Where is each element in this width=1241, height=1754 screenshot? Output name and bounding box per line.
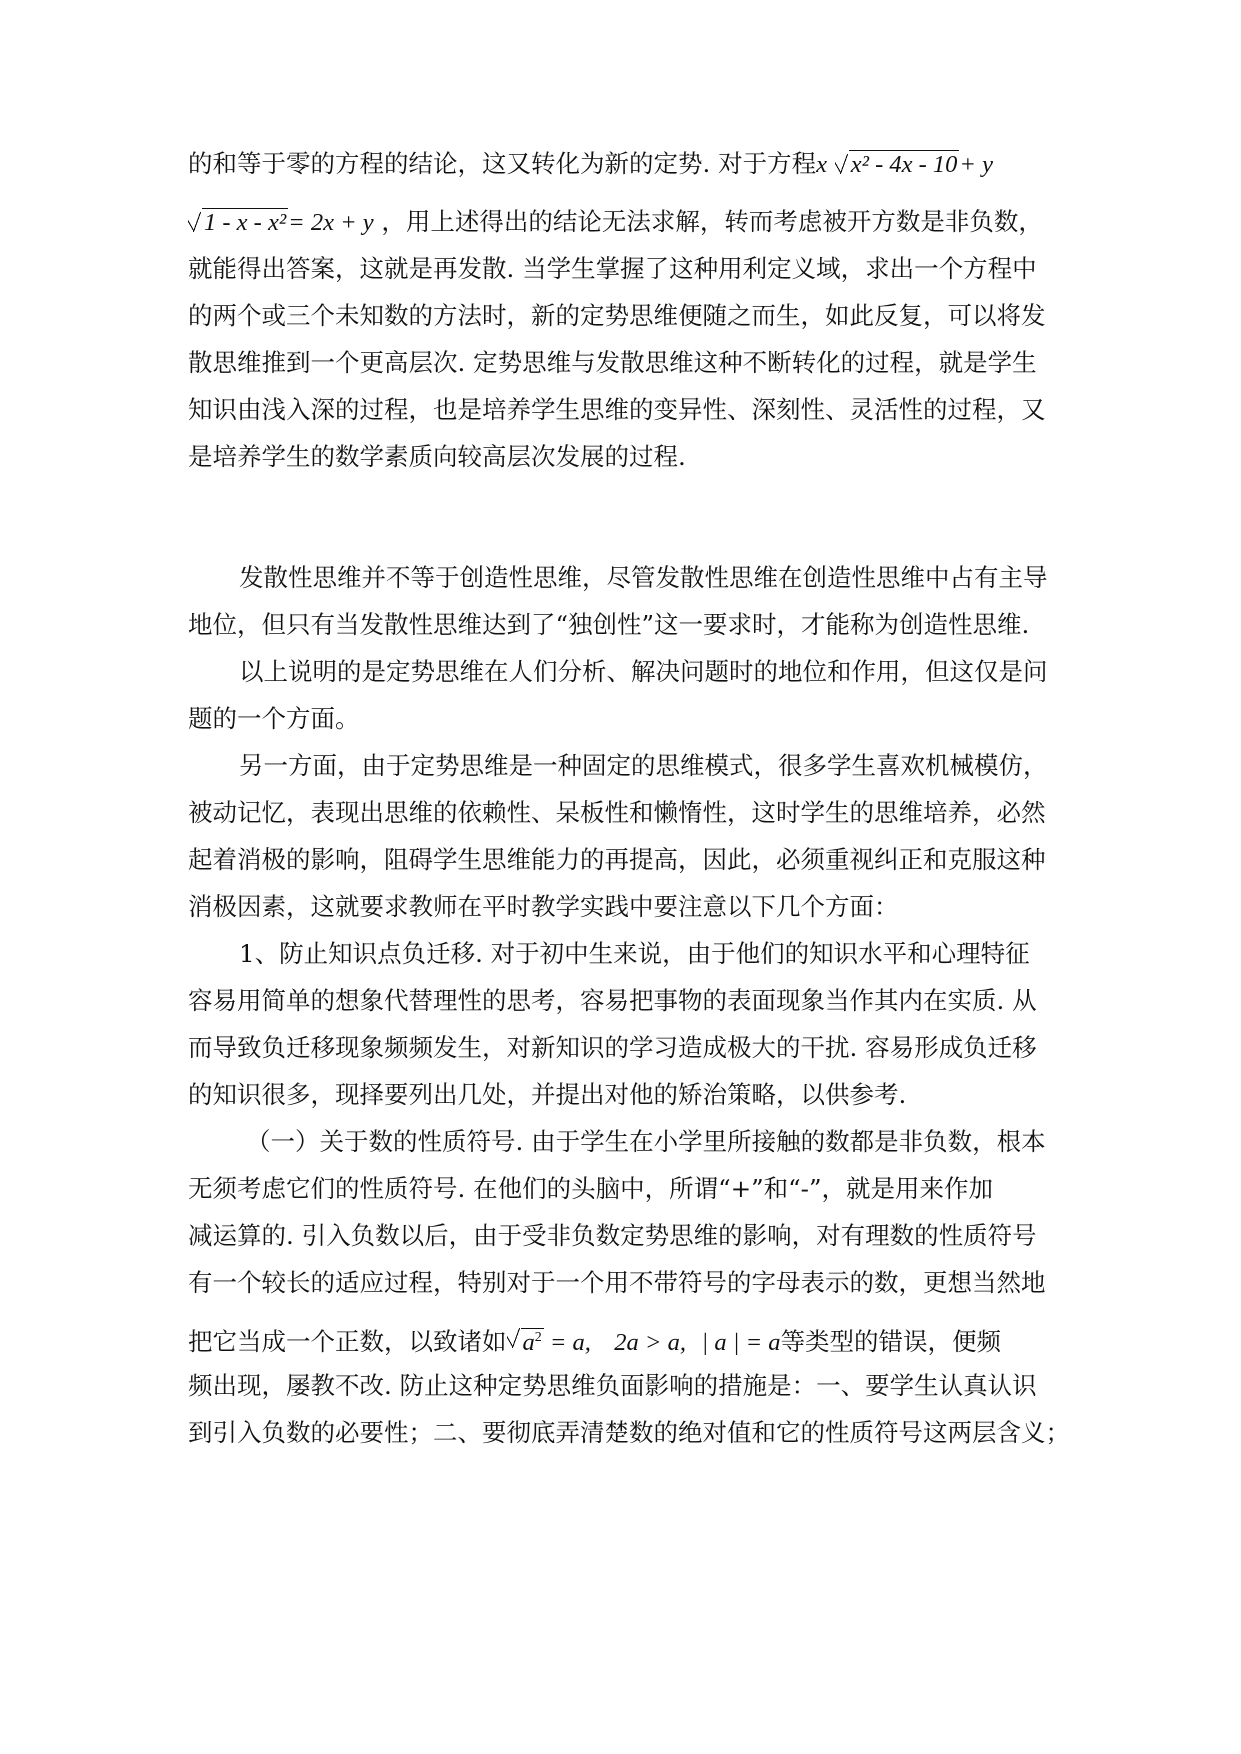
- paragraph-line: 而导致负迁移现象频频发生，对新知识的学习造成极大的干扰. 容易形成负迁移: [188, 1033, 1037, 1062]
- math-term: = a,: [543, 1329, 591, 1357]
- text-run: 把它当成一个正数，以致诸如: [188, 1327, 507, 1357]
- paragraph-line: 地位，但只有当发散性思维达到了“独创性”这一要求时，才能称为创造性思维.: [188, 610, 1030, 639]
- math-variable: x: [816, 151, 827, 178]
- math-term: | a | = a: [701, 1329, 781, 1357]
- radicand: $a^2$: [522, 1329, 542, 1357]
- text-run: ，用上述得出的结论无法求解，转而考虑被开方数是非负数，: [381, 207, 1043, 236]
- paragraph-line: 无须考虑它们的性质符号. 在他们的头脑中，所谓“+”和“-”，就是用来作加: [188, 1174, 993, 1203]
- paragraph-line: 散思维推到一个更高层次. 定势思维与发散思维这种不断转化的过程，就是学生: [188, 348, 1037, 377]
- paragraph-line: 以上说明的是定势思维在人们分析、解决问题时的地位和作用，但这仅是问: [239, 657, 1048, 686]
- paragraph-line: 被动记忆，表现出思维的依赖性、呆板性和懒惰性，这时学生的思维培养，必然: [188, 798, 1046, 827]
- text-run: 等类型的错误，便频: [780, 1327, 1002, 1357]
- paragraph-line: [188, 198, 1053, 247]
- sqrt-expression: [835, 140, 960, 189]
- paragraph-line: 起着消极的影响，阻碍学生思维能力的再提高，因此，必须重视纠正和克服这种: [188, 845, 1046, 874]
- paragraph-line: 题的一个方面。: [188, 704, 360, 733]
- radicand-base: a: [522, 1329, 535, 1357]
- radicand: 1 - x - x²: [204, 209, 287, 236]
- paragraph-line: 知识由浅入深的过程，也是培养学生思维的变异性、深刻性、灵活性的过程，又: [188, 395, 1046, 424]
- math-term: + y: [959, 151, 993, 178]
- text-run: 的和等于零的方程的结论，这又转化为新的定势. 对于方程: [188, 149, 817, 178]
- paragraph-line: 减运算的. 引入负数以后，由于受非负数定势思维的影响，对有理数的性质符号: [188, 1221, 1037, 1250]
- paragraph-line: 是培养学生的数学素质向较高层次发展的过程.: [188, 442, 686, 471]
- paragraph-line: 就能得出答案，这就是再发散. 当学生掌握了这种用利定义域，求出一个方程中: [188, 254, 1037, 283]
- paragraph-line: 另一方面，由于定势思维是一种固定的思维模式，很多学生喜欢机械模仿，: [239, 751, 1048, 780]
- paragraph-line: 消极因素，这就要求教师在平时教学实践中要注意以下几个方面：: [188, 892, 899, 921]
- paragraph-line: [188, 140, 1053, 189]
- paragraph-line: 到引入负数的必要性；二、要彻底弄清楚数的绝对值和它的性质符号这两层含义；: [188, 1418, 1070, 1447]
- radicand: x² - 4x - 10: [850, 151, 958, 178]
- sqrt-expression: [507, 1314, 544, 1367]
- math-term: 2a > a,: [614, 1329, 686, 1357]
- paragraph-line: 容易用简单的想象代替理性的思考，容易把事物的表面现象当作其内在实质. 从: [188, 986, 1037, 1015]
- paragraph-line: 1、防止知识点负迁移. 对于初中生来说，由于他们的知识水平和心理特征: [239, 939, 1030, 968]
- paragraph-line: 发散性思维并不等于创造性思维，尽管发散性思维在创造性思维中占有主导: [239, 563, 1048, 592]
- math-term: = 2x + y: [288, 209, 374, 236]
- paragraph-line: 有一个较长的适应过程，特别对于一个用不带符号的字母表示的数，更想当然地: [188, 1268, 1046, 1297]
- sqrt-expression: [188, 198, 288, 247]
- paragraph-line: 频出现，屡教不改. 防止这种定势思维负面影响的措施是：一、要学生认真认识: [188, 1371, 1037, 1400]
- paragraph-line: （一）关于数的性质符号. 由于学生在小学里所接触的数都是非负数，根本: [246, 1127, 1046, 1156]
- paragraph-line: 的两个或三个未知数的方法时，新的定势思维便随之而生，如此反复，可以将发: [188, 301, 1046, 330]
- paragraph-line: [188, 1314, 1053, 1367]
- paragraph-line: 的知识很多，现择要列出几处，并提出对他的矫治策略，以供参考.: [188, 1080, 907, 1109]
